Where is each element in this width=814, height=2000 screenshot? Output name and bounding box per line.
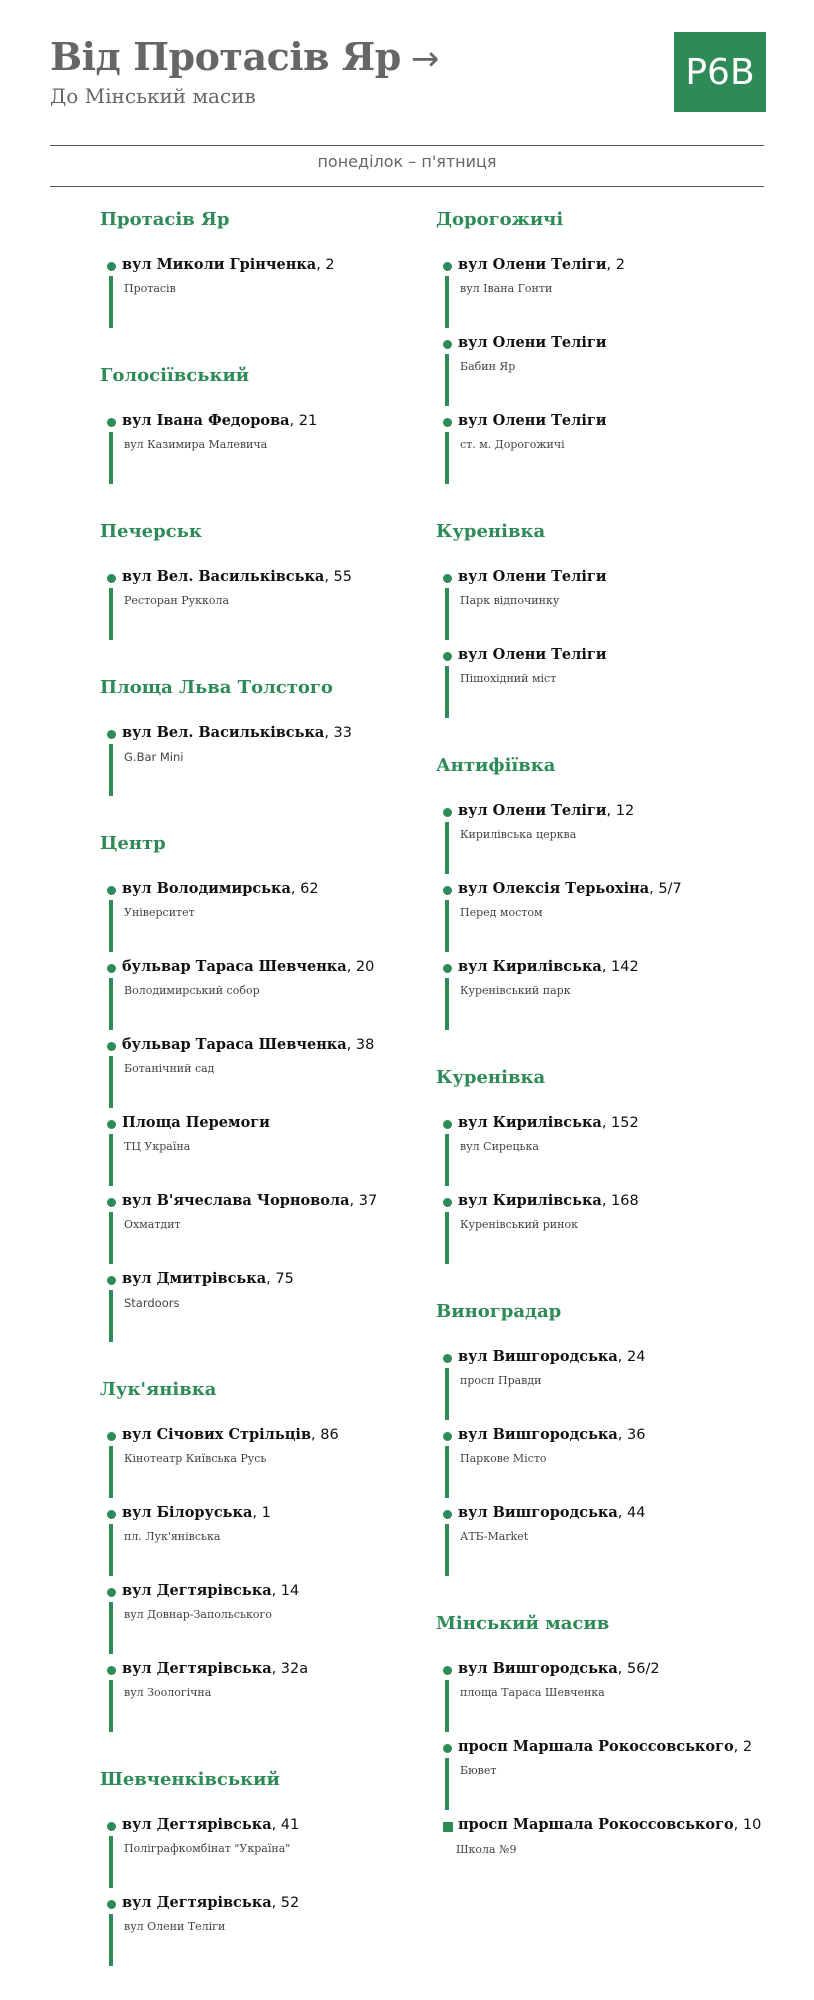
stop-item	[100, 412, 430, 490]
stop-marker-icon	[107, 886, 116, 895]
stop-landmark: Пішохідний міст	[460, 672, 557, 685]
route-line-segment	[109, 1602, 113, 1654]
route-line-segment	[109, 588, 113, 640]
route-line-segment	[109, 1056, 113, 1108]
stop-house-number: , 20	[346, 959, 375, 975]
route-line-segment	[445, 1758, 449, 1810]
stop-street: вул Олени Теліги	[458, 568, 607, 585]
stop-landmark: Паркове Місто	[460, 1452, 547, 1465]
stop-item	[100, 1036, 430, 1114]
stop-landmark: Кирилівська церква	[460, 828, 577, 841]
stop-item	[100, 568, 430, 646]
stop-address	[122, 1582, 299, 1599]
stop-address	[458, 1114, 639, 1131]
stop-address	[458, 1192, 639, 1209]
district-section	[436, 752, 766, 1036]
route-line-segment	[109, 1680, 113, 1732]
stop-landmark: Володимирський собор	[124, 984, 260, 997]
stop-item	[436, 1816, 766, 1894]
stop-marker-icon	[107, 1276, 116, 1285]
stop-marker-icon	[443, 1354, 452, 1363]
stop-item	[436, 1426, 766, 1504]
stop-item	[436, 334, 766, 412]
stop-house-number: , 1	[252, 1505, 271, 1521]
stop-address	[122, 1426, 339, 1443]
district-title: Антифіївка	[436, 755, 556, 776]
stop-address	[122, 1660, 308, 1677]
stop-street: вул Дегтярівська	[122, 1894, 272, 1911]
stop-street: вул Олени Теліги	[458, 256, 607, 273]
district-title: Куренівка	[436, 1067, 546, 1088]
stop-landmark: вул Олени Теліги	[124, 1920, 226, 1933]
stop-landmark: вул Сирецька	[460, 1140, 539, 1153]
stop-street: вул Білоруська	[122, 1504, 253, 1521]
stop-item	[436, 802, 766, 880]
stop-landmark: Парк відпочинку	[460, 594, 560, 607]
stop-house-number: , 2	[733, 1739, 753, 1755]
stop-street: Площа Перемоги	[122, 1114, 270, 1131]
stop-marker-icon	[107, 1822, 116, 1831]
district-section	[100, 1376, 430, 1738]
origin-label: Від Протасів Яр	[50, 34, 401, 79]
divider-top	[50, 145, 764, 146]
stop-item	[436, 1738, 766, 1816]
stop-landmark: пл. Лук'янівська	[124, 1530, 221, 1543]
service-days: понеділок – п'ятниця	[317, 152, 497, 171]
stop-address	[122, 256, 335, 273]
stop-landmark: вул Довнар-Запольського	[124, 1608, 272, 1621]
stop-street: вул Олени Теліги	[458, 802, 607, 819]
stop-item	[100, 1114, 430, 1192]
stop-address	[458, 1348, 645, 1365]
route-number-badge: Р6В	[674, 32, 766, 112]
stop-street: вул Олексія Терьохіна	[458, 880, 650, 897]
stop-marker-icon	[443, 1120, 452, 1129]
route-line-segment	[445, 1680, 449, 1732]
stop-street: вул Вишгородська	[458, 1660, 618, 1677]
destination-subtitle: До Мінський масив	[50, 84, 256, 108]
stop-house-number: , 38	[346, 1037, 375, 1053]
stop-landmark: вул Івана Гонти	[460, 282, 553, 295]
stop-item	[100, 1582, 430, 1660]
stop-landmark: ст. м. Дорогожичі	[460, 438, 565, 451]
stop-street: вул Дмитрівська	[122, 1270, 267, 1287]
stop-house-number: , 142	[601, 959, 639, 975]
stop-item	[100, 958, 430, 1036]
stop-address	[458, 1816, 761, 1833]
route-line-segment	[445, 1524, 449, 1576]
stop-house-number: , 52	[271, 1895, 300, 1911]
stop-marker-icon	[443, 808, 452, 817]
stop-landmark: Бювет	[460, 1764, 497, 1777]
stop-street: просп Маршала Рокоссовського	[458, 1738, 734, 1755]
stop-marker-icon	[107, 730, 116, 739]
stop-marker-icon	[443, 574, 452, 583]
stop-street: вул Кирилівська	[458, 1114, 602, 1131]
stop-marker-icon	[107, 418, 116, 427]
stop-street: вул Вишгородська	[458, 1426, 618, 1443]
stop-landmark: Бабин Яр	[460, 360, 516, 373]
district-title: Печерськ	[100, 521, 202, 542]
stop-item	[436, 646, 766, 724]
stop-marker-icon	[443, 1198, 452, 1207]
stop-house-number: , 10	[733, 1817, 762, 1833]
stop-marker-icon	[107, 1900, 116, 1909]
stop-landmark: Охматдит	[124, 1218, 181, 1231]
district-section	[436, 1298, 766, 1582]
stop-item	[100, 256, 430, 334]
stop-street: вул Олени Теліги	[458, 334, 607, 351]
route-line-segment	[445, 1212, 449, 1264]
stop-street: вул Кирилівська	[458, 1192, 602, 1209]
stop-address	[122, 1816, 299, 1833]
stop-landmark: площа Тараса Шевченка	[460, 1686, 605, 1699]
district-section	[100, 830, 430, 1348]
stop-item	[436, 568, 766, 646]
stop-address	[458, 1660, 660, 1677]
district-section	[436, 1064, 766, 1270]
route-line-segment	[109, 900, 113, 952]
stop-address	[458, 1738, 752, 1755]
stop-street: вул Вишгородська	[458, 1504, 618, 1521]
stop-street: вул Івана Федорова	[122, 412, 290, 429]
stop-house-number: , 32а	[271, 1661, 309, 1677]
stop-item	[100, 1894, 430, 1972]
district-title: Протасів Яр	[100, 209, 230, 230]
stop-address	[458, 1504, 645, 1521]
right-column	[436, 206, 766, 1922]
stop-item	[436, 1114, 766, 1192]
stop-marker-icon	[107, 1042, 116, 1051]
route-line-segment	[445, 588, 449, 640]
stop-marker-icon	[107, 1666, 116, 1675]
route-line-segment	[445, 276, 449, 328]
district-section	[100, 518, 430, 646]
stop-landmark: Поліграфкомбінат "Україна"	[124, 1842, 291, 1855]
stop-landmark: ТЦ Україна	[124, 1140, 191, 1153]
route-line-segment	[445, 900, 449, 952]
district-section	[436, 1610, 766, 1894]
stop-landmark: вул Казимира Малевича	[124, 438, 268, 451]
route-line-segment	[109, 1524, 113, 1576]
stop-item	[100, 1270, 430, 1348]
stop-street: вул Дегтярівська	[122, 1582, 272, 1599]
stop-item	[100, 1660, 430, 1738]
stop-street: вул В'ячеслава Чорновола	[122, 1192, 350, 1209]
stop-house-number: , 168	[601, 1193, 639, 1209]
stop-landmark: Stardoors	[124, 1296, 180, 1310]
stop-street: бульвар Тараса Шевченка	[122, 1036, 347, 1053]
stop-street: вул Олени Теліги	[458, 412, 607, 429]
stop-address	[458, 334, 607, 351]
stop-marker-icon	[443, 1744, 452, 1753]
stop-house-number: , 55	[324, 569, 352, 585]
route-line-segment	[109, 1290, 113, 1342]
stop-house-number: , 24	[617, 1349, 646, 1365]
stop-marker-icon	[107, 262, 116, 271]
stop-street: вул Миколи Грінченка	[122, 256, 317, 273]
stop-address	[122, 958, 374, 975]
route-header	[50, 28, 766, 118]
stop-street: вул Олени Теліги	[458, 646, 607, 663]
route-line-segment	[109, 432, 113, 484]
district-section	[436, 206, 766, 490]
stop-address	[122, 412, 317, 429]
route-line-segment	[109, 1134, 113, 1186]
stop-address	[458, 256, 625, 273]
district-section	[100, 1766, 430, 1972]
stop-house-number: , 14	[271, 1583, 300, 1599]
stop-item	[100, 880, 430, 958]
stop-address	[122, 1270, 294, 1287]
route-line-segment	[445, 1446, 449, 1498]
left-column	[100, 206, 430, 2000]
district-title: Голосіївський	[100, 365, 250, 386]
stop-item	[100, 1426, 430, 1504]
stop-street: вул Вел. Васильківська	[122, 568, 325, 585]
stop-item	[100, 724, 430, 802]
route-line-segment	[445, 432, 449, 484]
stop-house-number: , 2	[606, 257, 625, 273]
district-title: Шевченківський	[100, 1769, 280, 1790]
stop-item	[436, 1192, 766, 1270]
stop-house-number: , 36	[617, 1427, 646, 1443]
stop-marker-icon	[443, 1510, 452, 1519]
stop-house-number: , 62	[290, 881, 319, 897]
district-section	[100, 206, 430, 334]
stop-item	[100, 1192, 430, 1270]
district-title: Виноградар	[436, 1301, 562, 1322]
stop-landmark: просп Правди	[460, 1374, 542, 1387]
stop-street: вул Січових Стрільців	[122, 1426, 312, 1443]
stop-street: вул Кирилівська	[458, 958, 602, 975]
route-line-segment	[109, 1914, 113, 1966]
stop-marker-icon	[443, 1666, 452, 1675]
district-section	[436, 518, 766, 724]
stop-landmark: Куренівський парк	[460, 984, 571, 997]
stop-street: вул Вел. Васильківська	[122, 724, 325, 741]
route-line-segment	[445, 822, 449, 874]
stop-address	[458, 958, 639, 975]
stop-address	[122, 1894, 299, 1911]
district-title: Мінський масив	[436, 1613, 610, 1634]
stop-marker-icon	[107, 1120, 116, 1129]
district-title: Лук'янівка	[100, 1379, 217, 1400]
stop-marker-icon	[443, 262, 452, 271]
stop-address	[458, 646, 607, 663]
stop-landmark: Протасів	[124, 282, 176, 295]
stop-item	[436, 1504, 766, 1582]
stop-marker-icon	[107, 964, 116, 973]
stop-address	[458, 1426, 645, 1443]
stop-marker-icon	[443, 652, 452, 661]
arrow-right-icon: →	[410, 39, 439, 79]
stop-house-number: , 56/2	[617, 1661, 660, 1677]
stop-marker-icon	[107, 574, 116, 583]
stop-marker-icon	[107, 1198, 116, 1207]
stop-address	[458, 880, 682, 897]
stop-address	[122, 1036, 374, 1053]
district-section	[100, 674, 430, 802]
stop-street: вул Вишгородська	[458, 1348, 618, 1365]
stop-address	[458, 412, 607, 429]
stop-address	[458, 568, 607, 585]
route-line-segment	[109, 1836, 113, 1888]
stop-landmark: вул Зоологічна	[124, 1686, 212, 1699]
stop-marker-icon	[107, 1510, 116, 1519]
stop-street: просп Маршала Рокоссовського	[458, 1816, 734, 1833]
stop-address	[458, 802, 634, 819]
stop-street: бульвар Тараса Шевченка	[122, 958, 347, 975]
route-line-segment	[445, 1134, 449, 1186]
district-section	[100, 362, 430, 490]
stop-marker-icon	[443, 418, 452, 427]
stop-landmark: Університет	[124, 906, 195, 919]
stop-street: вул Володимирська	[122, 880, 291, 897]
stop-landmark: G.Bar Mini	[124, 750, 184, 764]
stop-landmark: Куренівський ринок	[460, 1218, 578, 1231]
district-title: Дорогожичі	[436, 209, 564, 230]
stop-house-number: , 44	[617, 1505, 646, 1521]
stop-marker-icon	[443, 964, 452, 973]
route-title	[50, 34, 439, 79]
stop-marker-icon	[443, 340, 452, 349]
stop-house-number: , 41	[271, 1817, 300, 1833]
stop-address	[122, 880, 319, 897]
stop-landmark: АТБ-Market	[460, 1530, 529, 1543]
stop-address	[122, 568, 352, 585]
divider-bottom	[50, 186, 764, 187]
stop-street: вул Дегтярівська	[122, 1660, 272, 1677]
stop-item	[100, 1504, 430, 1582]
stop-address	[122, 1504, 271, 1521]
stop-marker-icon	[107, 1588, 116, 1597]
stop-house-number: , 12	[606, 803, 635, 819]
stop-house-number: , 75	[266, 1271, 294, 1287]
stop-house-number: , 5/7	[649, 881, 682, 897]
stop-landmark: Перед мостом	[460, 906, 543, 919]
stop-house-number: , 21	[289, 413, 318, 429]
stop-marker-icon	[107, 1432, 116, 1441]
stop-house-number: , 2	[316, 257, 335, 273]
district-title: Куренівка	[436, 521, 546, 542]
route-line-segment	[109, 978, 113, 1030]
stop-marker-icon	[443, 886, 452, 895]
stop-item	[436, 958, 766, 1036]
route-line-segment	[109, 1212, 113, 1264]
stop-item	[100, 1816, 430, 1894]
route-line-segment	[109, 276, 113, 328]
stop-item	[436, 412, 766, 490]
stop-landmark: Кінотеатр Київська Русь	[124, 1452, 267, 1465]
route-line-segment	[445, 354, 449, 406]
district-title: Площа Льва Толстого	[100, 677, 333, 698]
route-line-segment	[109, 744, 113, 796]
stop-house-number: , 37	[349, 1193, 378, 1209]
stop-address	[122, 1114, 270, 1131]
stop-landmark: Школа №9	[456, 1843, 517, 1856]
stop-marker-icon	[443, 1432, 452, 1441]
stop-landmark: Ботанічний сад	[124, 1062, 215, 1075]
route-line-segment	[445, 666, 449, 718]
route-line-segment	[445, 978, 449, 1030]
stop-house-number: , 86	[311, 1427, 339, 1443]
stop-house-number: , 33	[324, 725, 352, 741]
stop-house-number: , 152	[601, 1115, 639, 1131]
route-line-segment	[109, 1446, 113, 1498]
stop-item	[436, 256, 766, 334]
stop-item	[436, 1660, 766, 1738]
stop-item	[436, 880, 766, 958]
terminal-stop-marker-icon	[443, 1822, 453, 1832]
route-line-segment	[445, 1368, 449, 1420]
district-title: Центр	[100, 833, 166, 854]
stop-address	[122, 1192, 377, 1209]
stop-street: вул Дегтярівська	[122, 1816, 272, 1833]
stop-item	[436, 1348, 766, 1426]
stop-landmark: Ресторан Руккола	[124, 594, 229, 607]
stop-address	[122, 724, 352, 741]
